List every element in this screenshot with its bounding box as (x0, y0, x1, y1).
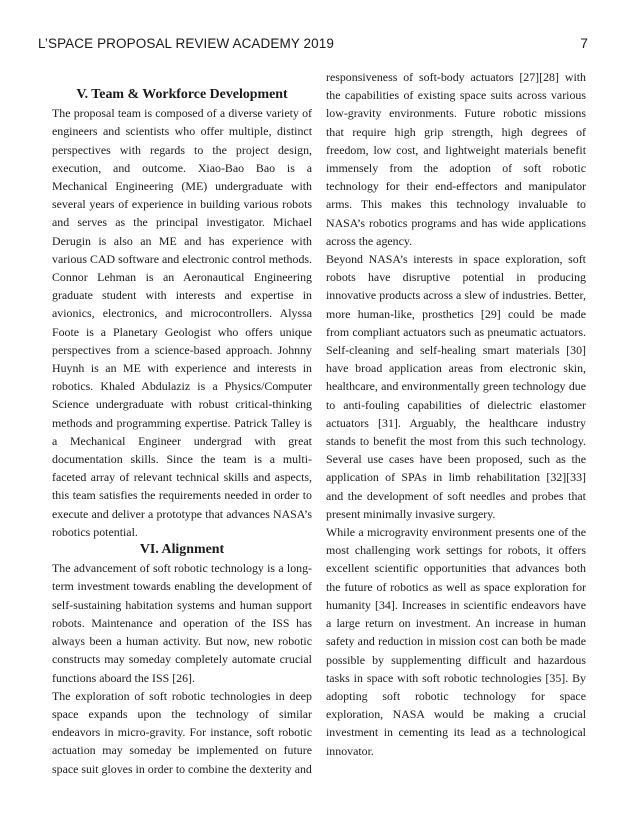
paragraph-team: The proposal team is composed of a diverse variety of engineers and scientists who offer multiple, distinct perspectives with regards to the project design, execution, and outcome. Xiao-Bao Bao is a Mechanical Engineering (ME) undergraduate with several years of experience in building various robots and serves as the principal investigator. Michael Derugin is also an ME and has experience with various CAD software and electronic control methods. Connor Lehman is an Aeronautical Engineering graduate student with interests and expertise in avionics, electronics, and microcontrollers. Alyssa Foote is a Planetary Geologist who offers unique perspectives from a science-based approach. Johnny Huynh is an ME with experience and interests in robotics. Khaled Abdulaziz is a Physics/Computer Science undergraduate with robust critical-thinking methods and programming expertise. Patrick Talley is a Mechanical Engineer undergrad with great documentation skills. Since the team is a multi-faceted array of relevant technical skills and aspects, this team satisfies the requirements needed in order to execute and deliver a prototype that advances NASA’s robotics potential. (52, 106, 312, 539)
section-heading-alignment: VI. Alignment (139, 542, 225, 558)
running-title: L’SPACE PROPOSAL REVIEW ACADEMY 2019 (38, 36, 334, 51)
page-number: 7 (580, 36, 588, 51)
right-column (326, 68, 586, 760)
paragraph-alignment-2: The exploration of soft robotic technologies in deep space expands upon the technology of similar endeavors in micro-gravity. For instance, soft robotic actuation may someday be implemented on future space suit gloves in order to combine the dexterity and (52, 688, 312, 776)
section-heading-team: V. Team & Workforce Development (76, 87, 288, 102)
paragraph-alignment-1: The advancement of soft robotic technology is a long-term investment towards enabling the development of self-sustaining habitation systems and human support robots. Maintenance and operation of the ISS has always been a human activity. But now, new robotic constructs may someday completely automate crucial functions aboard the ISS [26]. (52, 561, 312, 685)
page-header (38, 36, 588, 52)
paragraph-beyond-nasa: Beyond NASA’s interests in space exploration, soft robots have disruptive potential in producing innovative products across a slew of industries. Better, more human-like, prosthetics [29] could be made from compliant actuators such as pneumatic actuators. Self-cleaning and self-healing smart materials [30] have broad application areas from electronic skin, healthcare, and environmentally green technology due to anti-fouling capabilities of dielectric elastomer actuators [31]. Arguably, the healthcare industry stands to benefit the most from this such technology. Several use cases have been proposed, such as the application of SPAs in limb rehabilitation [32][33] and the development of soft needles and probes that present minimally invasive surgery. (326, 252, 586, 521)
paragraph-microgravity: While a microgravity environment presents one of the most challenging work settings for robots, it offers excellent scientific opportunities that advances both the future of robotics as well as space exploration for humanity [34]. Increases in scientific endeavors have a large return on investment. An increase in human safety and reduction in mission cost can both be made possible by supplementing difficult and hazardous tasks in space with soft robotic technologies [35]. By adopting soft robotic technology for space exploration, NASA would be making a crucial investment in cementing its lead as a technological innovator. (326, 525, 586, 758)
paragraph-continuation: responsiveness of soft-body actuators [27][28] with the capabilities of existing space suits across various low-gravity environments. Future robotic missions that require high grip strength, high degrees of freedom, low cost, and lightweight materials benefit immensely from the adoption of soft robotic technology for their end-effectors and manipulator arms. This makes this technology invaluable to NASA’s robotics programs and has wide applications across the agency. (326, 70, 586, 248)
left-column (52, 68, 312, 778)
